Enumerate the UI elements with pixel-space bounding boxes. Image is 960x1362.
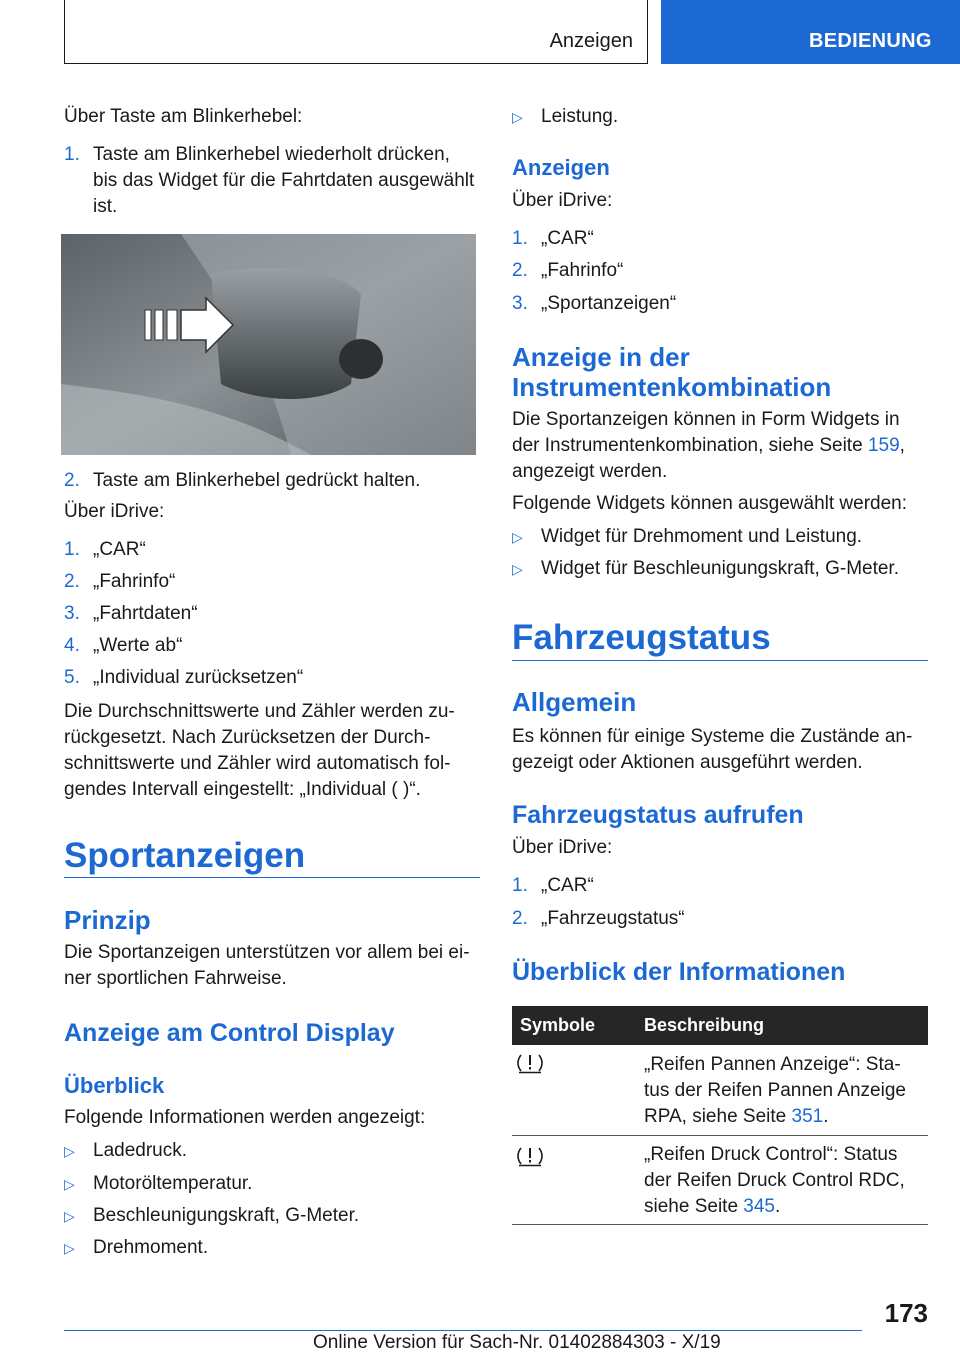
bullet-triangle-icon: ▷ <box>64 1143 75 1159</box>
table-header-cell: Symbole <box>520 1015 596 1035</box>
heading-prinzip: Prinzip <box>64 905 151 935</box>
body-text: Folgende Widgets können ausgewählt werden: <box>512 493 908 514</box>
table-cell: siehe Seite <box>644 1196 744 1217</box>
menu-item: „Werte ab“ <box>93 635 183 656</box>
step-text: Taste am Blinkerhebel wiederholt drücken, <box>93 144 450 165</box>
body-text: rückgesetzt. Nach Zurücksetzen der Durch- <box>64 727 431 748</box>
bullet-triangle-icon: ▷ <box>512 561 523 577</box>
body-text: schnittswerte und Zähler wird automatisch fol- <box>64 753 451 774</box>
step-number: 1. <box>64 144 80 165</box>
heading-fahrzeugstatus: Fahrzeugstatus <box>512 618 771 657</box>
menu-number: 2. <box>64 571 80 592</box>
body-text: Die Sportanzeigen unterstützen vor allem bei ei- <box>64 942 470 963</box>
body-text: Die Sportanzeigen können in Form Widgets in <box>512 409 900 430</box>
header-chapter-title: BEDIENUNG <box>809 30 932 52</box>
menu-item: „Individual zurücksetzen“ <box>93 667 304 688</box>
menu-item: „CAR“ <box>541 228 594 249</box>
menu-number: 1. <box>512 875 528 896</box>
step-text: ist. <box>93 196 118 217</box>
page-number: 173 <box>884 1298 928 1328</box>
body-text: Es können für einige Systeme die Zustände an- <box>512 726 913 747</box>
heading-anzeigen: Anzeigen <box>512 155 610 180</box>
body-text: Folgende Informationen werden angezeigt: <box>64 1107 426 1128</box>
page-link[interactable]: 351 <box>791 1106 824 1127</box>
menu-item: „Fahrtdaten“ <box>93 603 198 624</box>
bullet-triangle-icon: ▷ <box>64 1240 75 1256</box>
heading-rule <box>512 660 928 661</box>
table-cell: „Reifen Druck Control“: Status <box>644 1144 898 1165</box>
footer-text: Online Version für Sach-Nr. 01402884303 - X/19 <box>313 1332 721 1353</box>
heading-kombi: Instrumentenkombination <box>512 372 832 402</box>
table-header-cell: Beschreibung <box>644 1015 765 1035</box>
menu-number: 1. <box>64 539 80 560</box>
menu-number: 2. <box>512 908 528 929</box>
page-link[interactable]: 345 <box>743 1196 775 1217</box>
menu-number: 2. <box>512 260 528 281</box>
bullet-item: Widget für Drehmoment und Leistung. <box>541 526 863 547</box>
header-section-title: Anzeigen <box>549 30 633 52</box>
body-text: ner sportlichen Fahrweise. <box>64 968 287 989</box>
menu-number: 3. <box>512 293 528 314</box>
table-cell: tus der Reifen Pannen Anzeige <box>644 1080 906 1101</box>
menu-item: „Fahrinfo“ <box>541 260 624 281</box>
page-link[interactable]: 159 <box>867 435 900 456</box>
heading-ueberblick: Überblick <box>64 1073 165 1098</box>
turn-signal-lever-illustration <box>61 234 476 455</box>
menu-item: „CAR“ <box>541 875 594 896</box>
table-cell: RPA, siehe Seite <box>644 1106 792 1127</box>
footer-rule <box>64 1330 862 1331</box>
table-cell: „Reifen Pannen Anzeige“: Sta- <box>644 1054 901 1075</box>
bullet-item: Leistung. <box>541 106 619 127</box>
table-divider <box>512 1135 928 1136</box>
bullet-item: Motoröltemperatur. <box>93 1173 253 1194</box>
menu-number: 1. <box>512 228 528 249</box>
heading-sportanzeigen: Sportanzeigen <box>64 836 306 875</box>
body-text: angezeigt werden. <box>512 461 668 482</box>
bullet-triangle-icon: ▷ <box>512 109 523 125</box>
table-header <box>512 1006 928 1045</box>
table-divider <box>512 1224 928 1225</box>
menu-number: 3. <box>64 603 80 624</box>
heading-control-display: Anzeige am Control Display <box>64 1019 395 1047</box>
bullet-item: Drehmoment. <box>93 1237 209 1258</box>
table-cell-with-link <box>644 1194 780 1220</box>
turn-signal-lever-photo <box>61 234 476 455</box>
bullet-triangle-icon: ▷ <box>512 529 523 545</box>
body-text: gezeigt oder Aktionen ausgeführt werden. <box>512 752 863 773</box>
heading-rule <box>64 877 480 878</box>
table-cell: der Reifen Druck Control RDC, <box>644 1170 905 1191</box>
menu-item: „Fahrzeugstatus“ <box>541 908 685 929</box>
table-cell: . <box>823 1106 829 1127</box>
body-text: der Instrumentenkombination, siehe Seite <box>512 435 868 456</box>
heading-allgemein: Allgemein <box>512 687 637 717</box>
step-number: 2. <box>64 470 80 491</box>
heading-info-overview: Überblick der Informationen <box>512 958 846 986</box>
heading-aufrufen: Fahrzeugstatus aufrufen <box>512 801 804 829</box>
menu-item: „Fahrinfo“ <box>93 571 176 592</box>
body-text: , <box>899 435 905 456</box>
idrive-label: Über iDrive: <box>512 837 613 858</box>
bullet-item: Ladedruck. <box>93 1140 188 1161</box>
heading-kombi: Anzeige in der <box>512 342 690 372</box>
bullet-item: Beschleunigungskraft, G-Meter. <box>93 1205 360 1226</box>
menu-number: 5. <box>64 667 80 688</box>
intro-text: Über Taste am Blinkerhebel: <box>64 106 303 127</box>
table-cell: . <box>775 1196 781 1217</box>
header-section-box <box>64 0 648 64</box>
body-text: Die Durchschnittswerte und Zähler werden zu- <box>64 701 455 722</box>
body-text: gendes Intervall eingestellt: „Individual ( )“. <box>64 779 421 800</box>
menu-item: „Sportanzeigen“ <box>541 293 677 314</box>
idrive-label: Über iDrive: <box>512 190 613 211</box>
bullet-triangle-icon: ▷ <box>64 1176 75 1192</box>
step-text: Taste am Blinkerhebel gedrückt halten. <box>93 470 421 491</box>
table-cell-with-link <box>644 1104 829 1130</box>
idrive-label: Über iDrive: <box>64 501 165 522</box>
menu-item: „CAR“ <box>93 539 146 560</box>
menu-number: 4. <box>64 635 80 656</box>
tire-warning-icon <box>516 1052 544 1074</box>
bullet-item: Widget für Beschleunigungskraft, G-Meter. <box>541 558 899 579</box>
header-chapter-tab[interactable] <box>661 0 960 64</box>
body-text-with-link <box>512 433 905 459</box>
step-text: bis das Widget für die Fahrtdaten ausgewählt <box>93 170 475 191</box>
tire-pressure-icon <box>516 1145 544 1167</box>
bullet-triangle-icon: ▷ <box>64 1208 75 1224</box>
